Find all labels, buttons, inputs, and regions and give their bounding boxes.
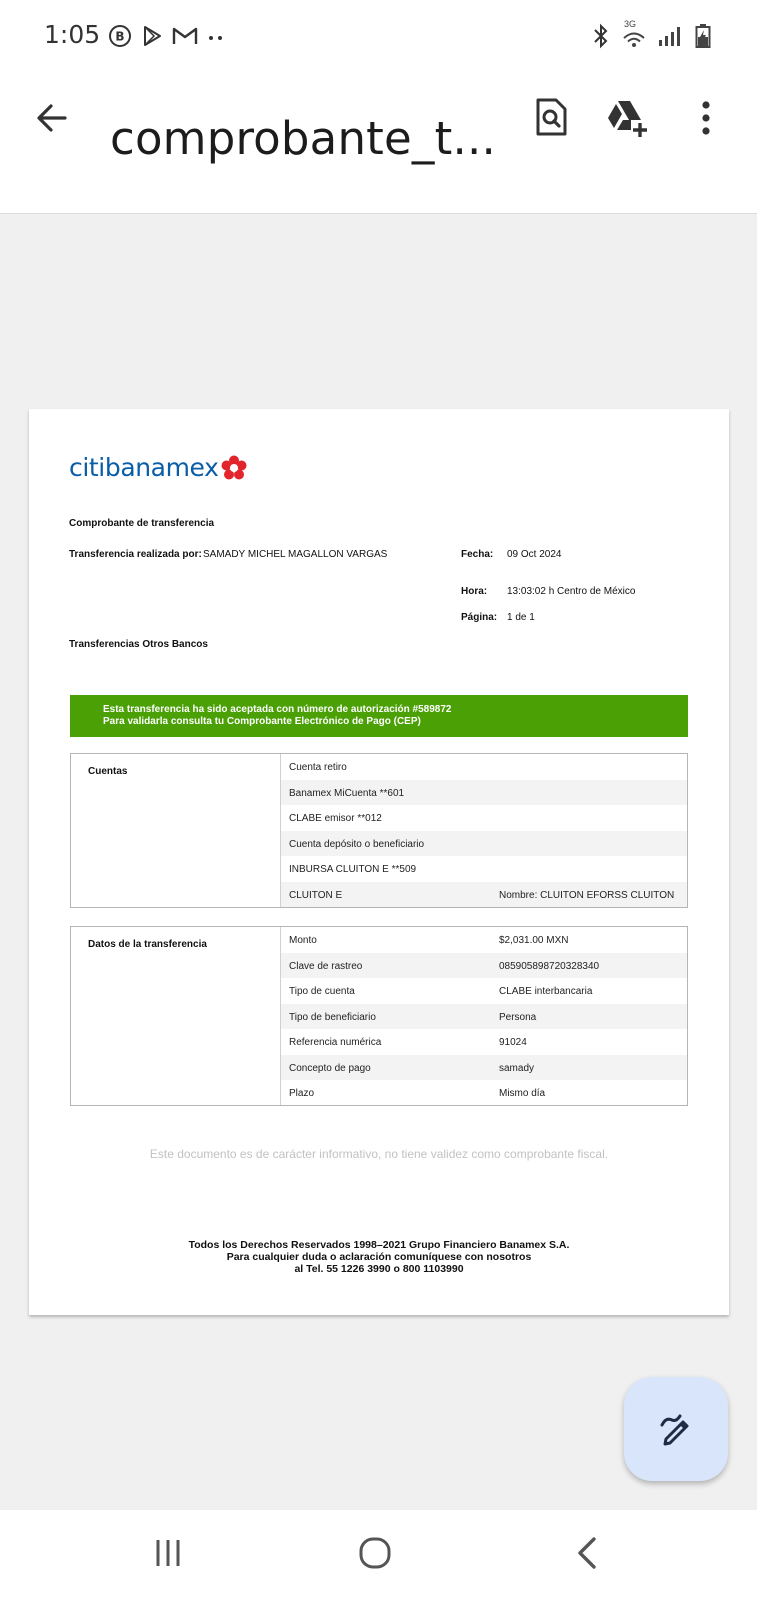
- row-field: CLUITON E: [289, 889, 343, 901]
- footer-line-1: Todos los Derechos Reservados 1998–2021 Grupo Financiero Banamex S.A.: [188, 1239, 570, 1251]
- row-field: Referencia numérica: [289, 1037, 382, 1048]
- b-badge-icon: [108, 24, 132, 53]
- table-row: [281, 856, 687, 882]
- row-field: Plazo: [289, 1088, 315, 1099]
- edit-fab-button[interactable]: [624, 1377, 728, 1481]
- row-field: Tipo de cuenta: [289, 986, 355, 997]
- banner-line-2: Para validarla consulta tu Comprobante Electrónico de Pago (CEP): [103, 716, 421, 727]
- transfer-details-table: [70, 926, 688, 1106]
- wifi-icon: [621, 19, 647, 55]
- footer-line-2: Para cualquier duda o aclaración comuníquese con nosotros: [226, 1251, 532, 1263]
- table-row: [281, 1080, 687, 1106]
- bluetooth-icon: [591, 23, 611, 54]
- logo-citi-text: citi: [69, 453, 105, 482]
- svg-text:B: B: [115, 29, 125, 44]
- made-by-label: Transferencia realizada por:: [69, 549, 202, 560]
- date-label: Fecha:: [461, 549, 494, 560]
- home-icon: [358, 1536, 392, 1570]
- row-field: Concepto de pago: [289, 1062, 371, 1074]
- row-value: 91024: [499, 1037, 527, 1048]
- more-options-button[interactable]: [682, 94, 730, 142]
- row-field: Monto: [289, 935, 317, 946]
- table-row: [281, 882, 687, 908]
- row-field: CLABE emisor **012: [289, 813, 382, 824]
- drive-add-icon: [605, 98, 651, 138]
- app-bar: [0, 72, 757, 214]
- transfer-rows: [281, 927, 687, 1106]
- row-field: INBURSA CLUITON E **509: [289, 864, 417, 875]
- gmail-icon: [172, 25, 198, 52]
- nav-back-button[interactable]: [557, 1528, 617, 1578]
- row-value: $2,031.00 MXN: [499, 935, 569, 946]
- more-vert-icon: [700, 100, 712, 136]
- authorization-banner: [70, 695, 688, 737]
- disclaimer-text: Este documento es de carácter informativo, no tiene validez como comprobante fiscal.: [149, 1147, 609, 1161]
- made-by-value: SAMADY MICHEL MAGALLON VARGAS: [203, 549, 388, 560]
- document-heading: Comprobante de transferencia: [69, 518, 215, 529]
- accounts-rows: [281, 754, 687, 907]
- transfer-label: Datos de la transferencia: [88, 939, 207, 950]
- table-row: [281, 927, 687, 953]
- row-value: Nombre: CLUITON EFORSS CLUITON: [499, 889, 675, 901]
- signal-icon: [657, 24, 685, 53]
- notification-icons: [108, 24, 226, 53]
- banner-line-1: Esta transferencia ha sido aceptada con número de autorización #589872: [103, 704, 452, 715]
- row-value: Mismo día: [499, 1088, 546, 1099]
- home-button[interactable]: [345, 1528, 405, 1578]
- recents-button[interactable]: [138, 1528, 198, 1578]
- file-title: comprobante_t...: [110, 112, 496, 165]
- table-row: [281, 831, 687, 857]
- back-icon: [574, 1536, 600, 1570]
- table-row: [281, 780, 687, 806]
- search-in-document-button[interactable]: [527, 94, 575, 142]
- document-footer: [29, 1239, 729, 1275]
- table-row: [281, 1055, 687, 1081]
- footer-line-3: al Tel. 55 1226 3990 o 800 1103990: [294, 1263, 464, 1275]
- play-store-icon: [140, 24, 164, 53]
- system-icons: [591, 19, 711, 55]
- back-button[interactable]: [30, 96, 74, 140]
- row-value: Persona: [499, 1011, 537, 1023]
- time-label: Hora:: [461, 586, 488, 597]
- date-value: 09 Oct 2024: [507, 549, 562, 560]
- network-label: 3G: [624, 19, 637, 29]
- page-label: Página:: [461, 612, 498, 623]
- citibanamex-logo: [69, 453, 247, 482]
- row-value: samady: [499, 1062, 535, 1074]
- edit-pen-icon: [656, 1409, 696, 1449]
- search-document-icon: [533, 98, 569, 138]
- row-field: Cuenta depósito o beneficiario: [289, 838, 425, 850]
- banamex-flower-icon: [221, 455, 247, 481]
- recents-icon: [152, 1537, 184, 1569]
- table-row: [281, 1029, 687, 1055]
- status-bar: [0, 0, 757, 72]
- row-field: Cuenta retiro: [289, 762, 347, 773]
- page-value: 1 de 1: [507, 612, 535, 623]
- accounts-label: Cuentas: [88, 766, 128, 777]
- section-title: Transferencias Otros Bancos: [69, 639, 208, 650]
- time-value: 13:03:02 h Centro de México: [507, 586, 636, 597]
- status-time: 1:05: [44, 20, 101, 49]
- battery-icon: [695, 23, 711, 54]
- accounts-table: [70, 753, 688, 908]
- system-nav-bar: [0, 1510, 757, 1600]
- arrow-left-icon: [35, 101, 69, 135]
- table-row: [281, 1004, 687, 1030]
- table-row: [281, 953, 687, 979]
- table-row: [281, 805, 687, 831]
- row-field: Clave de rastreo: [289, 960, 363, 972]
- logo-banamex-text: banamex: [104, 453, 219, 482]
- row-field: Tipo de beneficiario: [289, 1011, 376, 1023]
- row-value: 085905898720328340: [499, 960, 600, 972]
- more-dots-icon: [206, 30, 226, 48]
- pdf-page: [29, 409, 729, 1315]
- add-to-drive-button[interactable]: [604, 94, 652, 142]
- row-field: Banamex MiCuenta **601: [289, 787, 405, 799]
- table-row: [281, 978, 687, 1004]
- row-value: CLABE interbancaria: [499, 986, 593, 997]
- table-row: [281, 754, 687, 780]
